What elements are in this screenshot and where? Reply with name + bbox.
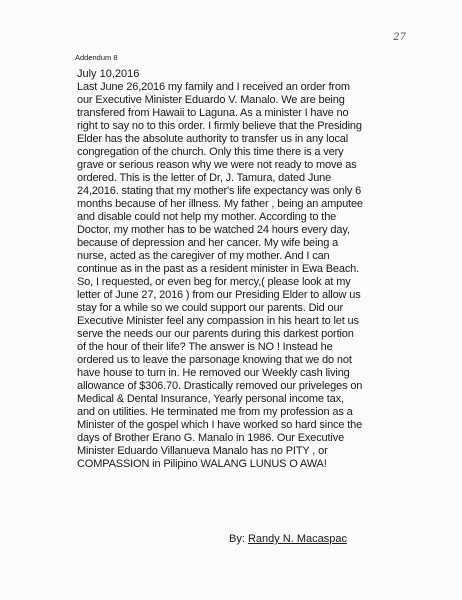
- signature-line: [229, 533, 347, 545]
- letter-line: ordered. This is the letter of Dr, J. Tamura, dated June: [77, 172, 332, 185]
- letter-line: nurse, acted as the caregiver of my mother. And I can: [77, 250, 330, 263]
- letter-line: and disable could not help my mother. According to the: [77, 211, 337, 224]
- letter-line: 24,2016. stating that my mother's life expectancy was only 6: [77, 185, 362, 198]
- letter-line: letter of June 27, 2016 ) from our Presiding Elder to allow us: [77, 289, 361, 302]
- letter-line: COMPASSION in Pilipino WALANG LUNUS O AWA!: [77, 458, 327, 471]
- letter-line: have house to turn in. He removed our Weekly cash living: [77, 367, 350, 380]
- letter-line: serve the needs our our parents during this darkest portion: [77, 328, 354, 341]
- letter-line: Last June 26,2016 my family and I received an order from: [77, 81, 350, 94]
- letter-line: ordered us to leave the parsonage knowing that we do not: [77, 354, 352, 367]
- letter-line: Minister of the gospel which I have worked so hard since the: [77, 419, 363, 432]
- letter-line: transfered from Hawaii to Laguna. As a minister I have no: [77, 107, 349, 120]
- letter-line: right to say no to this order. I firmly believe that the Presiding: [77, 120, 362, 133]
- letter-line: Elder has the absolute authority to transfer us in any local: [77, 133, 349, 146]
- page-number-mark: 27: [393, 32, 406, 43]
- letter-line: days of Brother Erano G. Manalo in 1986. Our Executive: [77, 432, 345, 445]
- letter-line: and on utilities. He terminated me from my profession as a: [77, 406, 353, 419]
- letter-line: Minister Eduardo Villanueva Manalo has no PITY , or: [77, 445, 328, 458]
- letter-line: because of depression and her cancer. My wife being a: [77, 237, 339, 250]
- letter-line: Doctor, my mother has to be watched 24 hours every day,: [77, 224, 350, 237]
- signature-prefix: By:: [229, 533, 248, 545]
- letter-date: July 10,2016: [77, 68, 140, 80]
- letter-line: continue as in the past as a resident minister in Ewa Beach.: [77, 263, 360, 276]
- letter-line: allowance of $306.70. Drastically removed our priveleges on: [77, 380, 363, 393]
- letter-line: our Executive Minister Eduardo V. Manalo. We are being: [77, 94, 345, 107]
- letter-body: [77, 68, 417, 471]
- letter-line: grave or serious reason why we were not ready to move as: [77, 159, 357, 172]
- letter-line: of the hour of their life? The answer is NO ! Instead he: [77, 341, 333, 354]
- letter-line: So, I requested, or even beg for mercy,( please look at my: [77, 276, 351, 289]
- letter-line: Executive Minister feel any compassion in his heart to let us: [77, 315, 359, 328]
- letter-line: stay for a while so we could support our parents. Did our: [77, 302, 343, 315]
- addendum-label: Addendum 8: [75, 53, 118, 62]
- letter-line: congregation of the church. Only this time there is a very: [77, 146, 344, 159]
- signature-name: Randy N. Macaspac: [247, 533, 347, 545]
- letter-line: months because of her illness. My father , being an amputee: [77, 198, 363, 211]
- letter-line: Medical & Dental Insurance, Yearly personal income tax,: [77, 393, 344, 406]
